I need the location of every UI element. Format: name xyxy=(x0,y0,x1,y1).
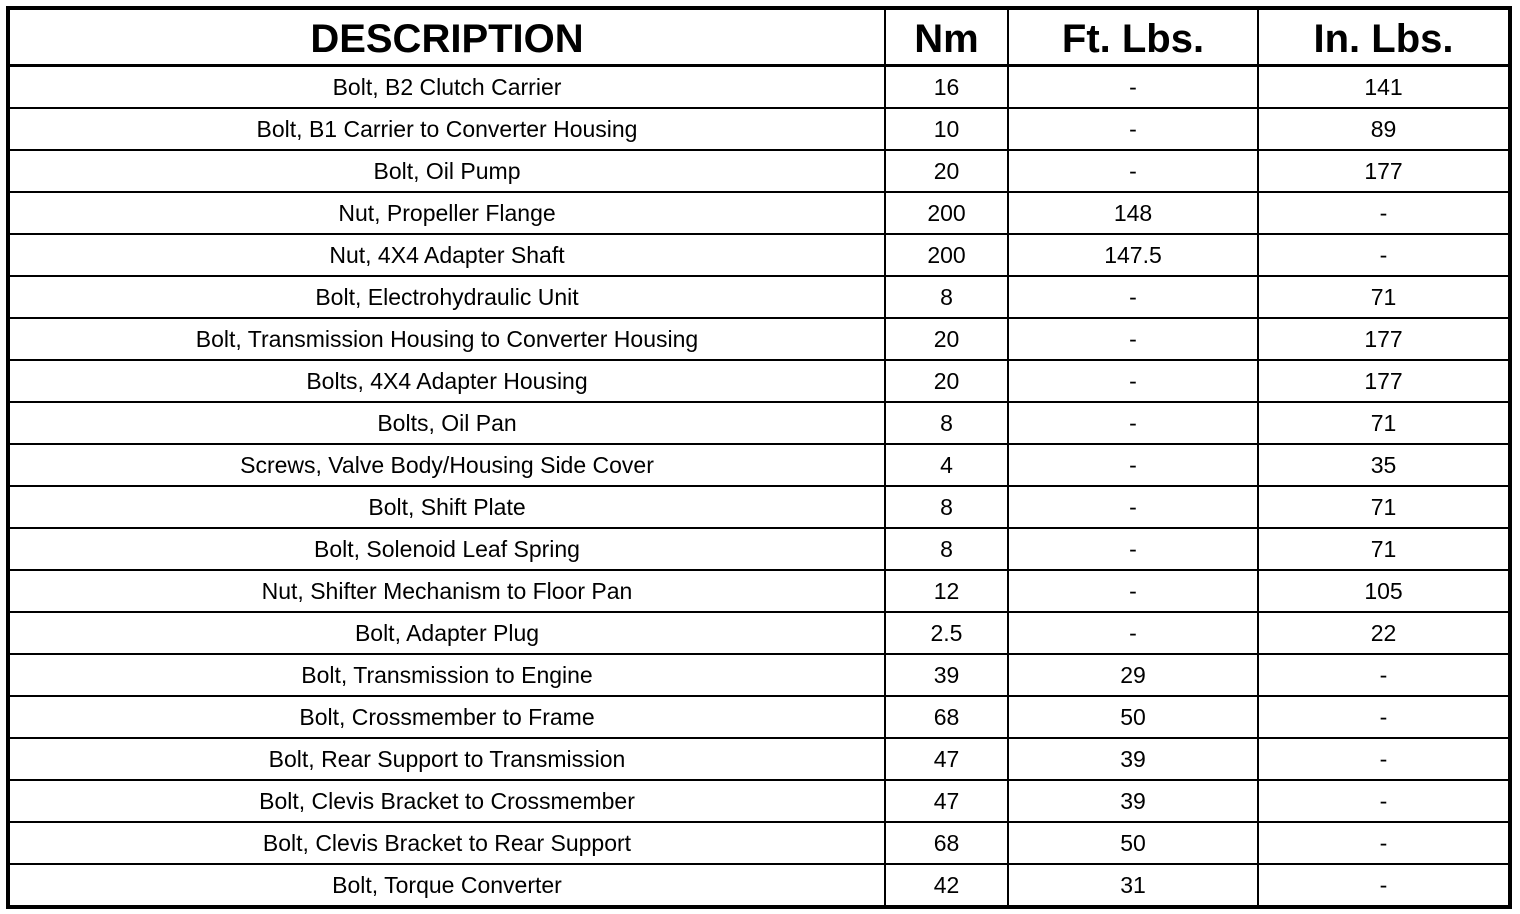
cell-nm: 8 xyxy=(885,528,1008,570)
table-row xyxy=(8,822,1510,864)
cell-nm: 39 xyxy=(885,654,1008,696)
cell-in-lbs: 105 xyxy=(1258,570,1510,612)
torque-spec-table xyxy=(6,6,1512,909)
table-row xyxy=(8,234,1510,276)
cell-ft-lbs: 50 xyxy=(1008,822,1258,864)
cell-description: Bolt, Clevis Bracket to Crossmember xyxy=(8,780,885,822)
cell-nm: 8 xyxy=(885,402,1008,444)
table-row xyxy=(8,318,1510,360)
cell-description: Bolt, Torque Converter xyxy=(8,864,885,907)
cell-ft-lbs: - xyxy=(1008,108,1258,150)
cell-nm: 16 xyxy=(885,66,1008,109)
cell-description: Nut, Shifter Mechanism to Floor Pan xyxy=(8,570,885,612)
cell-in-lbs: - xyxy=(1258,234,1510,276)
cell-in-lbs: 35 xyxy=(1258,444,1510,486)
table-row xyxy=(8,612,1510,654)
cell-ft-lbs: 31 xyxy=(1008,864,1258,907)
table-row xyxy=(8,402,1510,444)
cell-nm: 8 xyxy=(885,486,1008,528)
cell-description: Bolt, Crossmember to Frame xyxy=(8,696,885,738)
cell-in-lbs: 89 xyxy=(1258,108,1510,150)
cell-nm: 47 xyxy=(885,738,1008,780)
cell-in-lbs: - xyxy=(1258,864,1510,907)
cell-ft-lbs: - xyxy=(1008,486,1258,528)
cell-in-lbs: 177 xyxy=(1258,360,1510,402)
cell-description: Bolt, Transmission to Engine xyxy=(8,654,885,696)
header-nm: Nm xyxy=(885,8,1008,66)
cell-in-lbs: - xyxy=(1258,780,1510,822)
cell-in-lbs: 177 xyxy=(1258,150,1510,192)
cell-description: Bolt, Clevis Bracket to Rear Support xyxy=(8,822,885,864)
cell-in-lbs: - xyxy=(1258,192,1510,234)
table-row xyxy=(8,192,1510,234)
cell-ft-lbs: 39 xyxy=(1008,738,1258,780)
cell-in-lbs: - xyxy=(1258,822,1510,864)
table-row xyxy=(8,444,1510,486)
cell-description: Bolt, Electrohydraulic Unit xyxy=(8,276,885,318)
cell-nm: 2.5 xyxy=(885,612,1008,654)
table-header xyxy=(8,8,1510,66)
table-body xyxy=(8,66,1510,908)
cell-ft-lbs: - xyxy=(1008,528,1258,570)
cell-in-lbs: 71 xyxy=(1258,528,1510,570)
cell-ft-lbs: - xyxy=(1008,318,1258,360)
cell-nm: 20 xyxy=(885,150,1008,192)
cell-nm: 200 xyxy=(885,234,1008,276)
cell-nm: 42 xyxy=(885,864,1008,907)
cell-in-lbs: 141 xyxy=(1258,66,1510,109)
cell-in-lbs: 22 xyxy=(1258,612,1510,654)
cell-nm: 10 xyxy=(885,108,1008,150)
header-ft-lbs: Ft. Lbs. xyxy=(1008,8,1258,66)
cell-description: Screws, Valve Body/Housing Side Cover xyxy=(8,444,885,486)
cell-description: Bolts, Oil Pan xyxy=(8,402,885,444)
cell-description: Bolt, Rear Support to Transmission xyxy=(8,738,885,780)
cell-ft-lbs: 29 xyxy=(1008,654,1258,696)
cell-description: Bolts, 4X4 Adapter Housing xyxy=(8,360,885,402)
cell-in-lbs: 177 xyxy=(1258,318,1510,360)
cell-ft-lbs: - xyxy=(1008,402,1258,444)
cell-ft-lbs: - xyxy=(1008,276,1258,318)
table-row xyxy=(8,780,1510,822)
cell-ft-lbs: - xyxy=(1008,444,1258,486)
table-row xyxy=(8,150,1510,192)
cell-description: Bolt, Transmission Housing to Converter Housing xyxy=(8,318,885,360)
cell-ft-lbs: - xyxy=(1008,66,1258,109)
cell-nm: 20 xyxy=(885,318,1008,360)
header-in-lbs: In. Lbs. xyxy=(1258,8,1510,66)
cell-in-lbs: 71 xyxy=(1258,486,1510,528)
table-row xyxy=(8,276,1510,318)
cell-in-lbs: - xyxy=(1258,696,1510,738)
cell-ft-lbs: - xyxy=(1008,612,1258,654)
table-row xyxy=(8,528,1510,570)
cell-ft-lbs: 50 xyxy=(1008,696,1258,738)
table-row xyxy=(8,570,1510,612)
cell-nm: 47 xyxy=(885,780,1008,822)
header-row xyxy=(8,8,1510,66)
table-row xyxy=(8,864,1510,907)
table-row xyxy=(8,360,1510,402)
cell-in-lbs: - xyxy=(1258,738,1510,780)
cell-description: Nut, 4X4 Adapter Shaft xyxy=(8,234,885,276)
cell-description: Bolt, B2 Clutch Carrier xyxy=(8,66,885,109)
cell-ft-lbs: - xyxy=(1008,150,1258,192)
cell-description: Bolt, Shift Plate xyxy=(8,486,885,528)
cell-description: Nut, Propeller Flange xyxy=(8,192,885,234)
cell-ft-lbs: - xyxy=(1008,570,1258,612)
cell-nm: 4 xyxy=(885,444,1008,486)
table-row xyxy=(8,66,1510,109)
header-description: DESCRIPTION xyxy=(8,8,885,66)
cell-ft-lbs: - xyxy=(1008,360,1258,402)
cell-ft-lbs: 148 xyxy=(1008,192,1258,234)
table-row xyxy=(8,696,1510,738)
cell-nm: 12 xyxy=(885,570,1008,612)
cell-description: Bolt, B1 Carrier to Converter Housing xyxy=(8,108,885,150)
cell-nm: 20 xyxy=(885,360,1008,402)
table-row xyxy=(8,108,1510,150)
cell-nm: 8 xyxy=(885,276,1008,318)
cell-in-lbs: - xyxy=(1258,654,1510,696)
cell-description: Bolt, Adapter Plug xyxy=(8,612,885,654)
table-row xyxy=(8,486,1510,528)
cell-description: Bolt, Oil Pump xyxy=(8,150,885,192)
cell-nm: 68 xyxy=(885,696,1008,738)
table-row xyxy=(8,654,1510,696)
cell-ft-lbs: 39 xyxy=(1008,780,1258,822)
cell-description: Bolt, Solenoid Leaf Spring xyxy=(8,528,885,570)
table-row xyxy=(8,738,1510,780)
cell-in-lbs: 71 xyxy=(1258,276,1510,318)
cell-nm: 68 xyxy=(885,822,1008,864)
cell-in-lbs: 71 xyxy=(1258,402,1510,444)
cell-nm: 200 xyxy=(885,192,1008,234)
cell-ft-lbs: 147.5 xyxy=(1008,234,1258,276)
